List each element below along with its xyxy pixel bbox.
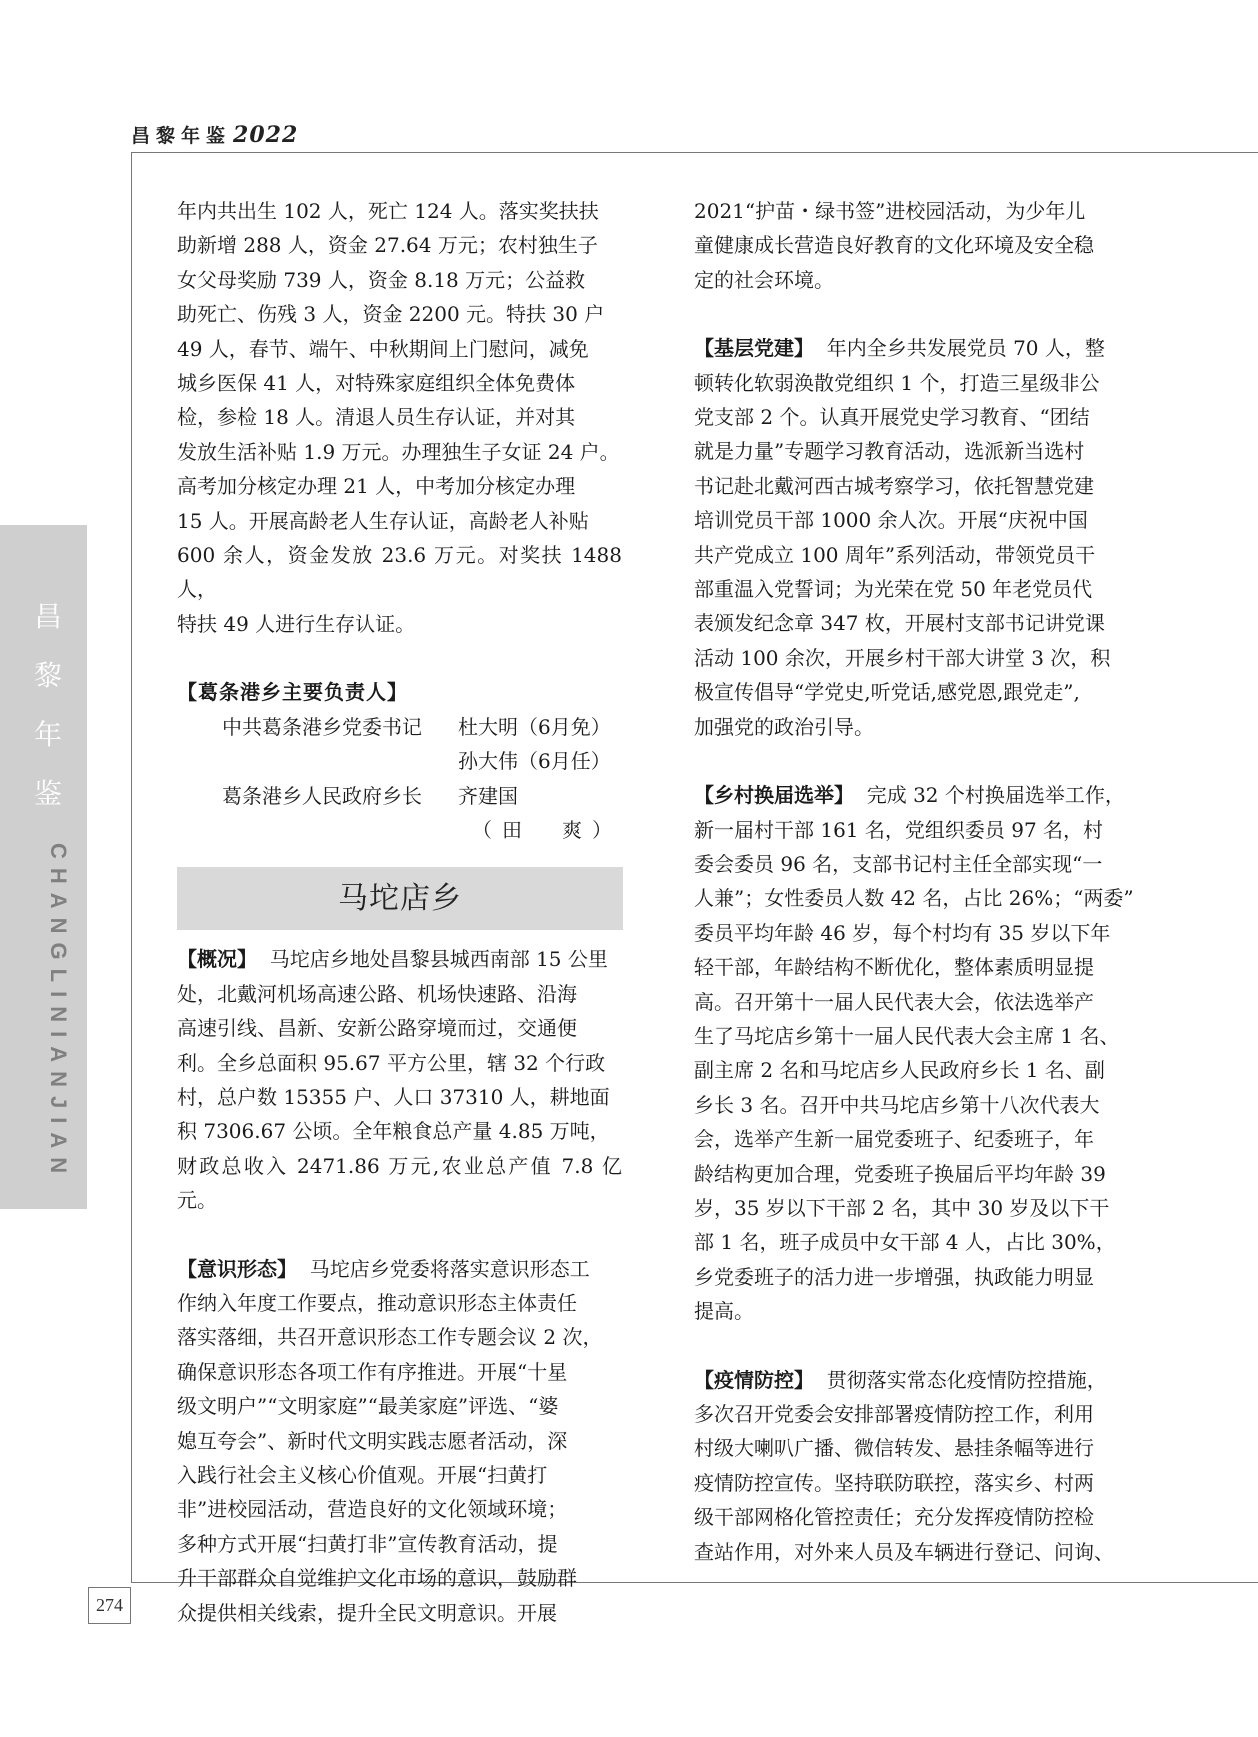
text-line <box>177 942 622 976</box>
text-line: 升干部群众自觉维护文化市场的意识，鼓励群 <box>177 1566 577 1591</box>
text-line <box>694 331 1141 365</box>
text-line: 会，选举产生新一届党委班子、纪委班子，年 <box>694 1127 1094 1152</box>
epidemic-heading: 【疫情防控】 <box>694 1367 814 1392</box>
town-section-banner: 马坨店乡 <box>177 867 623 930</box>
text-line-inline: 贯彻落实常态化疫情防控措施， <box>826 1367 1107 1392</box>
text-line: 童健康成长营造良好教育的文化环境及安全稳 <box>694 233 1094 258</box>
leader-row <box>177 779 622 813</box>
text-line: 新一届村干部 161 名，党组织委员 97 名，村 <box>694 817 1104 842</box>
text-line: 加强党的政治引导。 <box>694 714 874 739</box>
left-column <box>177 194 622 1630</box>
text-line: 年内共出生 102 人，死亡 124 人。落实奖扶扶 <box>177 199 599 223</box>
author-credit: （田 爽） <box>472 817 622 842</box>
side-tab-char: 昌 <box>34 600 63 633</box>
text-line: 600 余人，资金发放 23.6 万元。对奖扶 1488 人， <box>177 543 622 602</box>
ideology-paragraph <box>177 1252 622 1630</box>
text-line: 城乡医保 41 人，对特殊家庭组织全体免费体 <box>177 371 576 396</box>
text-line-inline: 完成 32 个村换届选举工作， <box>866 783 1125 808</box>
text-line: 49 人，春节、端午、中秋期间上门慰问，减免 <box>177 336 589 361</box>
leader-name: 齐建国 <box>458 783 518 808</box>
text-line <box>694 778 1141 812</box>
text-line: 落实落细，共召开意识形态工作专题会议 2 次， <box>177 1325 603 1350</box>
text-line: 非”进校园活动，营造良好的文化领域环境； <box>177 1497 568 1522</box>
text-line: 助新增 288 人，资金 27.64 万元；农村独生子 <box>177 233 598 258</box>
text-line: 村级大喇叭广播、微信转发、悬挂条幅等进行 <box>694 1436 1094 1461</box>
text-line: 乡长 3 名。召开中共马坨店乡第十八次代表大 <box>694 1092 1100 1117</box>
text-line: 就是力量”专题学习教育活动，选派新当选村 <box>694 439 1085 464</box>
text-line: 部重温入党誓词；为光荣在党 50 年老党员代 <box>694 577 1093 602</box>
side-tab-english: CHANGLINIANJIAN <box>46 843 71 1183</box>
text-line: 村，总户数 15355 户、人口 37310 人，耕地面 <box>177 1084 610 1109</box>
text-line: 委会委员 96 名，支部书记村主任全部实现“一 <box>694 851 1103 876</box>
text-line: 女父母奖励 739 人，资金 8.18 万元；公益救 <box>177 267 586 292</box>
election-paragraph <box>694 778 1141 1329</box>
leaders-list <box>177 710 622 813</box>
text-line: 级干部网格化管控责任；充分发挥疫情防控检 <box>694 1505 1094 1530</box>
text-line: 财政总收入 2471.86 万元,农业总产值 7.8 亿元。 <box>177 1153 622 1213</box>
text-line: 生了马坨店乡第十一届人民代表大会主席 1 名、 <box>694 1023 1120 1048</box>
text-line: 查站作用，对外来人员及车辆进行登记、问询、 <box>694 1539 1114 1564</box>
text-line: 党支部 2 个。认真开展党史学习教育、“团结 <box>694 405 1090 430</box>
text-line: 确保意识形态各项工作有序推进。开展“十星 <box>177 1359 568 1384</box>
leader-role: 中共葛条港乡党委书记 <box>222 714 422 739</box>
ideology-heading: 【意识形态】 <box>177 1256 297 1281</box>
side-tab-char: 鉴 <box>34 777 63 810</box>
text-line: 处，北戴河机场高速公路、机场快速路、沿海 <box>177 981 577 1006</box>
text-line: 人兼”；女性委员人数 42 名，占比 26%；“两委” <box>694 886 1134 911</box>
election-heading: 【乡村换届选举】 <box>694 783 854 808</box>
leaders-heading: 【葛条港乡主要负责人】 <box>177 680 408 705</box>
text-line: 15 人。开展高龄老人生存认证，高龄老人补贴 <box>177 508 589 533</box>
text-line-inline: 马坨店乡党委将落实意识形态工 <box>309 1256 590 1281</box>
page-number: 274 <box>88 1587 131 1624</box>
side-tab <box>0 525 87 1209</box>
party-building-paragraph <box>694 331 1141 744</box>
text-line: 表颁发纪念章 347 枚，开展村支部书记讲党课 <box>694 611 1105 636</box>
text-line-inline: 马坨店乡地处昌黎县城西南部 15 公里 <box>269 947 608 972</box>
text-line-inline: 年内全乡共发展党员 70 人，整 <box>826 336 1105 361</box>
text-line <box>694 1363 1141 1397</box>
header-title: 昌黎年鉴 <box>131 125 232 147</box>
right-column <box>694 194 1141 1569</box>
header-rule <box>131 152 1258 153</box>
text-line: 部 1 名，班子成员中女干部 4 人，占比 30%， <box>694 1230 1116 1255</box>
leader-name: 孙大伟（6月任） <box>458 749 611 774</box>
running-header <box>131 121 298 148</box>
text-line: 发放生活补贴 1.9 万元。办理独生子女证 24 户。 <box>177 439 620 464</box>
text-line: 定的社会环境。 <box>694 267 834 292</box>
text-line: 2021“护苗・绿书签”进校园活动，为少年儿 <box>694 199 1086 223</box>
side-tab-chinese <box>34 587 62 823</box>
leader-role <box>177 744 458 778</box>
leader-row <box>177 710 622 744</box>
header-year: 2022 <box>233 122 299 148</box>
overview-heading: 【概况】 <box>177 947 257 972</box>
text-line: 岁，35 岁以下干部 2 名，其中 30 岁及以下干 <box>694 1195 1110 1220</box>
text-line: 多次召开党委会安排部署疫情防控工作，利用 <box>694 1402 1094 1426</box>
epidemic-paragraph <box>694 1363 1141 1569</box>
text-line: 高。召开第十一届人民代表大会，依法选举产 <box>694 989 1094 1014</box>
text-line: 乡党委班子的活力进一步增强，执政能力明显 <box>694 1264 1094 1289</box>
text-line: 多种方式开展“扫黄打非”宣传教育活动，提 <box>177 1531 558 1556</box>
text-line: 副主席 2 名和马坨店乡人民政府乡长 1 名、副 <box>694 1058 1105 1083</box>
text-line: 活动 100 余次，开展乡村干部大讲堂 3 次，积 <box>694 645 1111 670</box>
text-line: 委员平均年龄 46 岁，每个村均有 35 岁以下年 <box>694 920 1111 945</box>
text-line: 轻干部，年龄结构不断优化，整体素质明显提 <box>694 955 1094 980</box>
text-line: 积 7306.67 公顷。全年粮食总产量 4.85 万吨， <box>177 1119 610 1144</box>
leader-name: 杜大明（6月免） <box>458 714 611 739</box>
text-line: 入践行社会主义核心价值观。开展“扫黄打 <box>177 1463 548 1487</box>
frame-left-rule <box>131 152 132 1582</box>
text-line: 极宣传倡导“学党史,听党话,感党恩,跟党走”, <box>694 680 1080 705</box>
leader-row <box>177 744 622 778</box>
text-line: 提高。 <box>694 1299 754 1324</box>
text-line: 高考加分核定办理 21 人，中考加分核定办理 <box>177 474 576 499</box>
text-line: 级文明户”“文明家庭”“最美家庭”评选、“婆 <box>177 1394 559 1419</box>
text-line: 疫情防控宣传。坚持联防联控，落实乡、村两 <box>694 1470 1094 1495</box>
text-line: 共产党成立 100 周年”系列活动，带领党员干 <box>694 542 1096 567</box>
text-line: 龄结构更加合理，党委班子换届后平均年龄 39 <box>694 1161 1106 1186</box>
text-line: 检，参检 18 人。清退人员生存认证，并对其 <box>177 405 576 430</box>
text-line: 特扶 49 人进行生存认证。 <box>177 611 416 636</box>
text-line: 作纳入年度工作要点，推动意识形态主体责任 <box>177 1290 577 1315</box>
text-line: 媳互夸会”、新时代文明实践志愿者活动，深 <box>177 1428 568 1453</box>
side-tab-char: 年 <box>34 718 63 751</box>
text-line: 助死亡、伤残 3 人，资金 2200 元。特扶 30 户 <box>177 302 605 327</box>
leader-role: 葛条港乡人民政府乡长 <box>222 783 422 808</box>
text-line <box>177 1252 622 1286</box>
party-building-heading: 【基层党建】 <box>694 336 814 361</box>
text-line: 众提供相关线索，提升全民文明意识。开展 <box>177 1600 557 1625</box>
text-line: 高速引线、昌新、安新公路穿境而过，交通便 <box>177 1016 577 1041</box>
text-line: 顿转化软弱涣散党组织 1 个，打造三星级非公 <box>694 370 1100 395</box>
continued-paragraph <box>694 194 1141 297</box>
text-line: 培训党员干部 1000 余人次。开展“庆祝中国 <box>694 508 1088 533</box>
text-line: 利。全乡总面积 95.67 平方公里，辖 32 个行政 <box>177 1050 606 1075</box>
text-line: 书记赴北戴河西古城考察学习，依托智慧党建 <box>694 473 1094 498</box>
overview-paragraph <box>177 942 622 1217</box>
intro-paragraph <box>177 194 622 641</box>
side-tab-char: 黎 <box>34 659 63 692</box>
